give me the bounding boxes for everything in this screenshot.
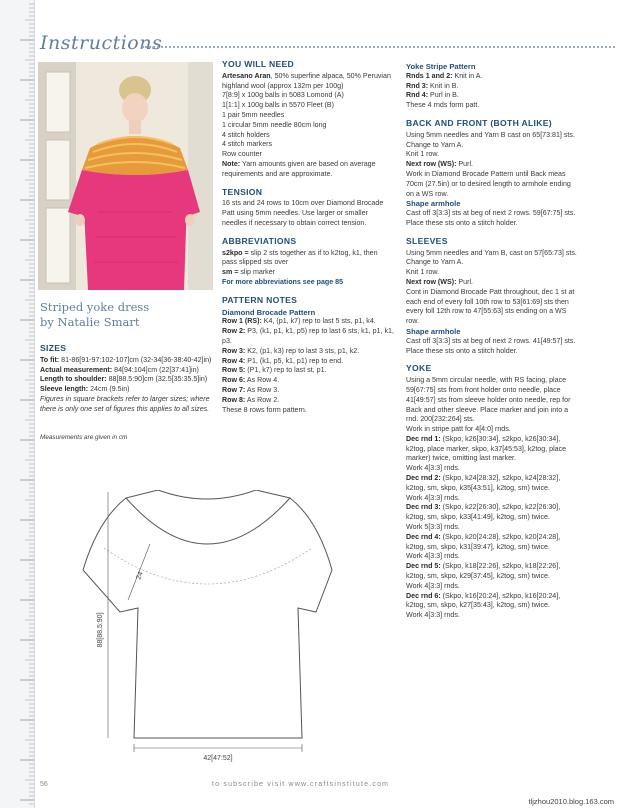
brocade-row: Row 3: K2, (p1, k3) rep to last 3 sts, p1, k2. — [222, 346, 360, 355]
page-title: Instructions — [40, 32, 163, 54]
sl-next-row: Next row (WS): Purl. — [406, 277, 474, 286]
header — [40, 30, 615, 56]
stitch-markers: 4 stitch markers — [222, 140, 273, 149]
abbr-s2kpo: s2kpo = slip 2 sts together as if to k2tog, k1, then pass slipped sts over — [222, 248, 378, 267]
tension-heading: TENSION — [222, 186, 263, 197]
sl-shape-armhole: Shape armhole — [406, 326, 461, 336]
photo-illustration — [38, 62, 213, 290]
sl-cast-on: Using 5mm needles and Yarn B, cast on 57[65:73] sts. — [406, 248, 577, 257]
sl-cast-off: Cast off 3[3:3] sts at beg of next 2 rows. 41[49:57] sts. — [406, 336, 576, 345]
bf-shape-armhole: Shape armhole — [406, 199, 461, 209]
stripe-row: Rnd 3: Knit in B. — [406, 81, 459, 90]
sleeves-heading: SLEEVES — [406, 235, 448, 246]
bf-cast-off: Cast off 3[3:3] sts at beg of next 2 rows. 59[67:75] sts. — [406, 209, 576, 218]
brocade-row: Row 5: (P1, k7) rep to last st, p1. — [222, 366, 327, 375]
sl-work-pattern: Cont in Diamond Brocade Patt throughout, dec 1 st at each end of every foll 10th row to 53[61:69] sts then every foll 12th row to 47[55:63] sts ending on a WS row. — [406, 287, 575, 326]
sizes-heading: SIZES — [40, 343, 67, 353]
yoke-heading: YOKE — [406, 363, 432, 374]
left-column — [40, 300, 215, 442]
brocade-row: Row 1 (RS): K4, (p1, k7) rep to last 5 sts, p1, k4. — [222, 317, 376, 326]
sleeve-length-label: 24 — [135, 570, 145, 581]
work-rounds: Work 5[3:3] rnds. — [406, 523, 460, 532]
bf-cast-on: Using 5mm needles and Yarn B cast on 65[73:81] sts. — [406, 130, 575, 139]
pattern-notes-heading: PATTERN NOTES — [222, 294, 298, 305]
yarn-b: 1[1:1] x 100g balls in 5570 Fleet (B) — [222, 101, 334, 110]
work-rounds: Work 4[3:3] rnds. — [406, 552, 460, 561]
yoke-stripe-instruction: Work in stripe patt for 4[4:0] rnds. — [406, 425, 511, 434]
actual-measurement: Actual measurement: 84[94:104]cm (22[37:41]in) — [40, 365, 199, 374]
brocade-row: Row 4: P1, (k1, p5, k1, p1) rep to end. — [222, 356, 344, 365]
stripe-row: Rnds 1 and 2: Knit in A. — [406, 71, 483, 80]
work-rounds: Work 4[3:3] rnds. — [406, 493, 460, 502]
decrease-round: Dec rnd 2: (Skpo, k24[28:32], s2kpo, k24[28:32], k2tog, sm, skpo, k35[43:51], k2tog, sm) twice. — [406, 474, 561, 492]
tension-text: 16 sts and 24 rows to 10cm over Diamond Brocade Patt using 5mm needles. Use larger or smaller needles if necessary to obtain correct tension. — [222, 199, 384, 227]
circular-needle: 1 circular 5mm needle 80cm long — [222, 120, 327, 129]
pattern-author: by Natalie Smart — [40, 315, 140, 329]
page-footer — [0, 776, 620, 790]
sl-change-yarn: Change to Yarn A. — [406, 258, 464, 267]
decrease-round: Dec rnd 5: (Skpo, k18[22:26], s2kpo, k18[22:26], k2tog, sm, skpo, k29[37:45], k2tog, sm) twice. — [406, 562, 561, 581]
work-rounds: Work 4[3:3] rnds. — [406, 581, 460, 590]
yarn-note: Note: Yarn amounts given are based on average requirements and are approximate. — [222, 159, 376, 178]
stripe-row: Rnd 4: Purl in B. — [406, 91, 459, 100]
yarn-a: 7[8:9] x 100g balls in 5083 Lomond (A) — [222, 91, 344, 100]
work-rounds: Work 4[3:3] rnds. — [406, 464, 460, 473]
bf-knit-row: Knit 1 row. — [406, 150, 440, 159]
brocade-row: Row 8: As Row 2. — [222, 395, 280, 404]
garment-schematic — [80, 490, 335, 765]
measurements-caption: Measurements are given in cm — [40, 433, 128, 441]
ruler-ticks — [0, 0, 34, 808]
stitch-holders: 4 stitch holders — [222, 130, 270, 139]
abbreviations-heading: ABBREVIATIONS — [222, 235, 297, 246]
right-column — [406, 58, 578, 621]
bf-holder: Place these sts onto a stitch holder. — [406, 218, 518, 227]
decrease-rounds — [406, 435, 578, 621]
sleeve-length: Sleeve length: 24cm (9.5in) — [40, 385, 130, 394]
page-number: 56 — [40, 781, 48, 788]
row-counter: Row counter — [222, 150, 262, 159]
length-to-shoulder: Length to shoulder: 88[88.5:90]cm (32.5[35:35.5]in) — [40, 375, 208, 384]
dress-photo — [38, 62, 213, 290]
middle-column — [222, 58, 394, 415]
pattern-title: Striped yoke dress — [40, 300, 150, 314]
decrease-round: Dec rnd 6: (Skpo, k16[20:24], s2kpo, k16[20:24], k2tog, sm, skpo, k27[35:43], k2tog, sm) twice. — [406, 591, 561, 610]
you-will-need-heading: YOU WILL NEED — [222, 59, 295, 69]
bf-work-pattern: Work in Diamond Brocade Pattern until Back meas 70cm (27.5in) or to desired length to armhole ending on a WS row. — [406, 169, 571, 198]
body-length-label: 88[88.5:90] — [97, 612, 104, 648]
side-ruler — [0, 0, 35, 808]
needles: 1 pair 5mm needles — [222, 110, 285, 119]
decrease-round: Dec rnd 3: (Skpo, k22[26:30], s2kpo, k22[26:30], k2tog, sm, skpo, k33[41:49], k2tog, sm) twice. — [406, 503, 561, 522]
sl-holder: Place these sts onto a stitch holder. — [406, 346, 518, 355]
sizes-note: Figures in square brackets refer to larger sizes; where there is only one set of figures this applies to all sizes. — [40, 394, 210, 413]
decrease-round: Dec rnd 1: (Skpo, k26[30:34], s2kpo, k26[30:34], k2tog, place marker, skpo, k37[45:53], k2tog, place marker) twice, omitting last marker. — [406, 434, 567, 463]
brocade-row: Row 6: As Row 4. — [222, 376, 280, 385]
watermark: tljzhou2010.blog.163.com — [528, 797, 614, 806]
more-abbreviations-link[interactable]: For more abbreviations see page 85 — [222, 277, 344, 286]
yoke-intro: Using a 5mm circular needle, with RS facing, place 59[67:75] sts from front holder onto needle, place 41[49:57] sts from sleeve holder onto needle, rep for Back and other sleeve. Place marker and join into a rnd. 200[232:264] sts. — [406, 376, 571, 424]
brocade-row: Row 2: P3, (k1, p1, k1, p5) rep to last 6 sts, k1, p1, k1, p3. — [222, 327, 394, 345]
decrease-round: Dec rnd 4: (Skpo, k20[24:28], s2kpo, k20[24:28], k2tog, sm, skpo, k31[39:47], k2tog, sm) twice. — [406, 532, 561, 551]
brocade-row: Row 7: As Row 3. — [222, 385, 280, 394]
yarn-description: Artesano Aran, 50% superfine alpaca, 50% Peruvian highland wool (approx 132m per 100g) — [222, 71, 391, 90]
work-rounds: Work 4[3:3] rnds. — [406, 611, 460, 620]
brocade-footer: These 8 rows form pattern. — [222, 405, 307, 414]
brocade-rows — [222, 317, 394, 405]
subscribe-line: to subscribe visit www.craftsinstitute.com — [212, 781, 390, 788]
title-divider — [142, 46, 615, 48]
abbr-sm: sm = slip marker — [222, 268, 276, 277]
sl-knit-row: Knit 1 row. — [406, 268, 440, 277]
bf-next-row: Next row (WS): Purl. — [406, 160, 474, 169]
brocade-subheading: Diamond Brocade Pattern — [222, 307, 316, 317]
back-front-heading: BACK AND FRONT (BOTH ALIKE) — [406, 117, 552, 128]
width-label: 42[47:52] — [203, 755, 233, 762]
stripe-rows — [406, 72, 578, 101]
bf-change-yarn: Change to Yarn A. — [406, 140, 464, 149]
yoke-stripe-heading: Yoke Stripe Pattern — [406, 62, 476, 71]
to-fit: To fit: 81-86[91-97:102-107]cm (32-34[36-38:40-42]in) — [40, 355, 212, 364]
stripe-footer: These 4 rnds form patt. — [406, 101, 480, 110]
